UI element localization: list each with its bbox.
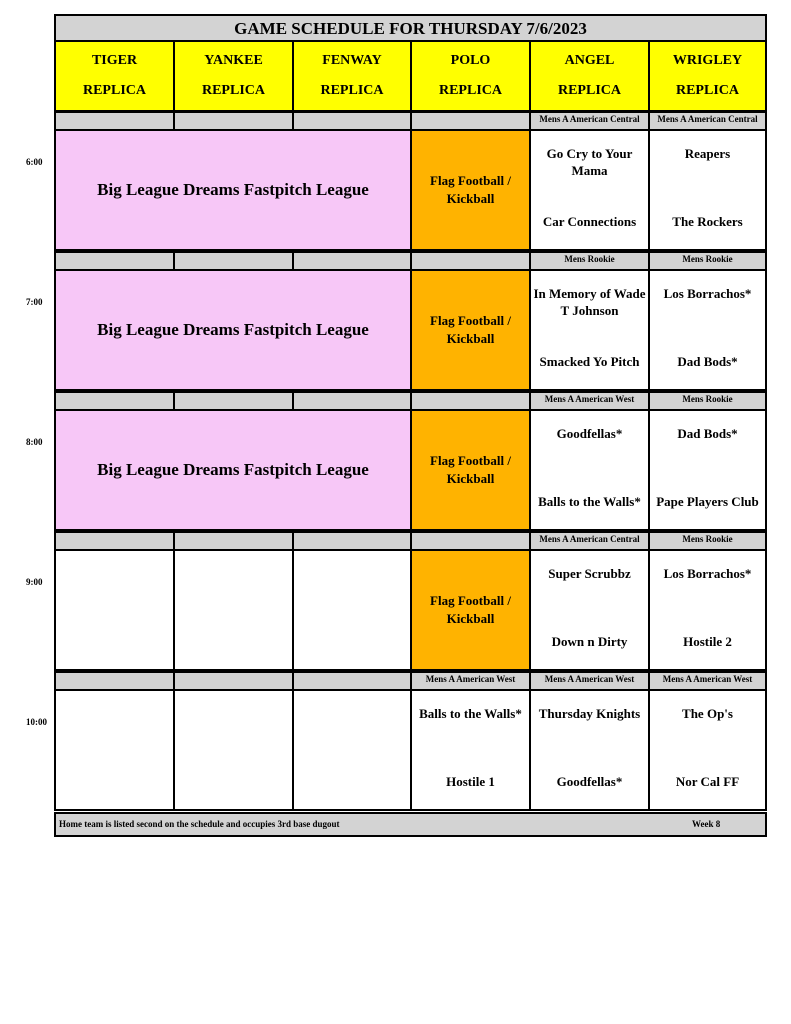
fastpitch-block [54, 269, 412, 391]
division-label [173, 251, 294, 271]
field-header-fenway [292, 40, 412, 112]
field-header-angel [529, 40, 650, 112]
angel-game [529, 409, 650, 531]
division-label [173, 671, 294, 691]
division-label [410, 111, 531, 131]
home-team: Down n Dirty [551, 634, 628, 649]
division-label: Mens Rookie [648, 531, 767, 551]
division-label [292, 391, 412, 411]
angel-game [529, 269, 650, 391]
home-team: Smacked Yo Pitch [539, 354, 640, 369]
time-label: 9:00 [26, 577, 43, 587]
angel-game [529, 549, 650, 671]
time-label: 8:00 [26, 437, 43, 447]
empty-cell [292, 689, 412, 811]
empty-cell [292, 549, 412, 671]
division-label [292, 111, 412, 131]
away-team: Go Cry to Your Mama [546, 146, 633, 178]
fastpitch-label: Big League Dreams Fastpitch League [97, 460, 369, 479]
field-header-wrigley [648, 40, 767, 112]
field-name: YANKEE [204, 53, 263, 68]
flag-football-block [410, 409, 531, 531]
division-label: Mens Rookie [648, 391, 767, 411]
home-team: Pape Players Club [656, 494, 759, 509]
away-team: Los Borrachos* [663, 566, 752, 581]
field-name: TIGER [91, 53, 138, 68]
division-label [54, 671, 175, 691]
away-team: Super Scrubbz [548, 566, 631, 581]
empty-cell [54, 549, 175, 671]
division-label: Mens Rookie [648, 251, 767, 271]
away-team: Thursday Knights [538, 706, 641, 721]
fastpitch-label: Big League Dreams Fastpitch League [97, 320, 369, 339]
field-name: FENWAY [322, 53, 382, 68]
division-label [173, 531, 294, 551]
fastpitch-label: Big League Dreams Fastpitch League [97, 180, 369, 199]
field-header-polo [410, 40, 531, 112]
division-label: Mens A American Central [529, 111, 650, 131]
field-name: ANGEL [564, 53, 615, 68]
fastpitch-block [54, 129, 412, 251]
wrigley-game [648, 549, 767, 671]
week-label: Week 8 [692, 819, 721, 829]
wrigley-game [648, 689, 767, 811]
division-label [410, 251, 531, 271]
angel-game [529, 129, 650, 251]
home-team: Balls to the Walls* [538, 494, 641, 509]
field-sub: REPLICA [675, 83, 739, 98]
empty-cell [54, 689, 175, 811]
home-team: Hostile 2 [683, 634, 732, 649]
division-label: Mens A American West [410, 671, 531, 691]
division-label: Mens A American West [529, 671, 650, 691]
home-team: The Rockers [672, 214, 743, 229]
away-team: The Op's [682, 706, 733, 721]
flag-football-label: Flag Football / Kickball [430, 453, 511, 486]
home-team-note: Home team is listed second on the schedule and occupies 3rd base dugout [59, 819, 340, 829]
time-label: 10:00 [26, 717, 47, 727]
field-sub: REPLICA [201, 83, 265, 98]
away-team: Goodfellas* [556, 426, 623, 441]
schedule-footer [54, 812, 767, 837]
division-label [173, 391, 294, 411]
field-name: WRIGLEY [672, 53, 743, 68]
home-team: Car Connections [542, 214, 637, 229]
away-team: Reapers [684, 146, 731, 161]
division-label: Mens A American Central [529, 531, 650, 551]
home-team: Nor Cal FF [675, 774, 740, 789]
wrigley-game [648, 129, 767, 251]
flag-football-block [410, 549, 531, 671]
fastpitch-block [54, 409, 412, 531]
division-label [410, 391, 531, 411]
flag-football-block [410, 129, 531, 251]
division-label [54, 391, 175, 411]
angel-game [529, 689, 650, 811]
home-team: Hostile 1 [446, 774, 495, 789]
wrigley-game [648, 269, 767, 391]
time-label: 6:00 [26, 157, 43, 167]
empty-cell [173, 549, 294, 671]
division-label: Mens A American West [529, 391, 650, 411]
field-name: POLO [450, 53, 491, 68]
away-team: Dad Bods* [677, 426, 738, 441]
empty-cell [173, 689, 294, 811]
polo-game [410, 689, 531, 811]
division-label: Mens Rookie [529, 251, 650, 271]
flag-football-block [410, 269, 531, 391]
division-label: Mens A American West [648, 671, 767, 691]
division-label [292, 671, 412, 691]
division-label [54, 531, 175, 551]
division-label [54, 251, 175, 271]
division-label [292, 251, 412, 271]
away-team: Los Borrachos* [663, 286, 752, 301]
away-team: Balls to the Walls* [419, 706, 522, 721]
field-header-tiger [54, 40, 175, 112]
home-team: Dad Bods* [677, 354, 738, 369]
field-sub: REPLICA [320, 83, 384, 98]
wrigley-game [648, 409, 767, 531]
home-team: Goodfellas* [556, 774, 623, 789]
flag-football-label: Flag Football / Kickball [430, 173, 511, 206]
field-sub: REPLICA [557, 83, 621, 98]
division-label: Mens A American Central [648, 111, 767, 131]
division-label [54, 111, 175, 131]
division-label [292, 531, 412, 551]
away-team: In Memory of Wade T Johnson [533, 286, 646, 318]
division-label [173, 111, 294, 131]
field-sub: REPLICA [438, 83, 502, 98]
field-header-yankee [173, 40, 294, 112]
field-sub: REPLICA [82, 83, 146, 98]
schedule-title: GAME SCHEDULE FOR THURSDAY 7/6/2023 [54, 14, 767, 42]
division-label [410, 531, 531, 551]
flag-football-label: Flag Football / Kickball [430, 313, 511, 346]
time-label: 7:00 [26, 297, 43, 307]
flag-football-label: Flag Football / Kickball [430, 593, 511, 626]
